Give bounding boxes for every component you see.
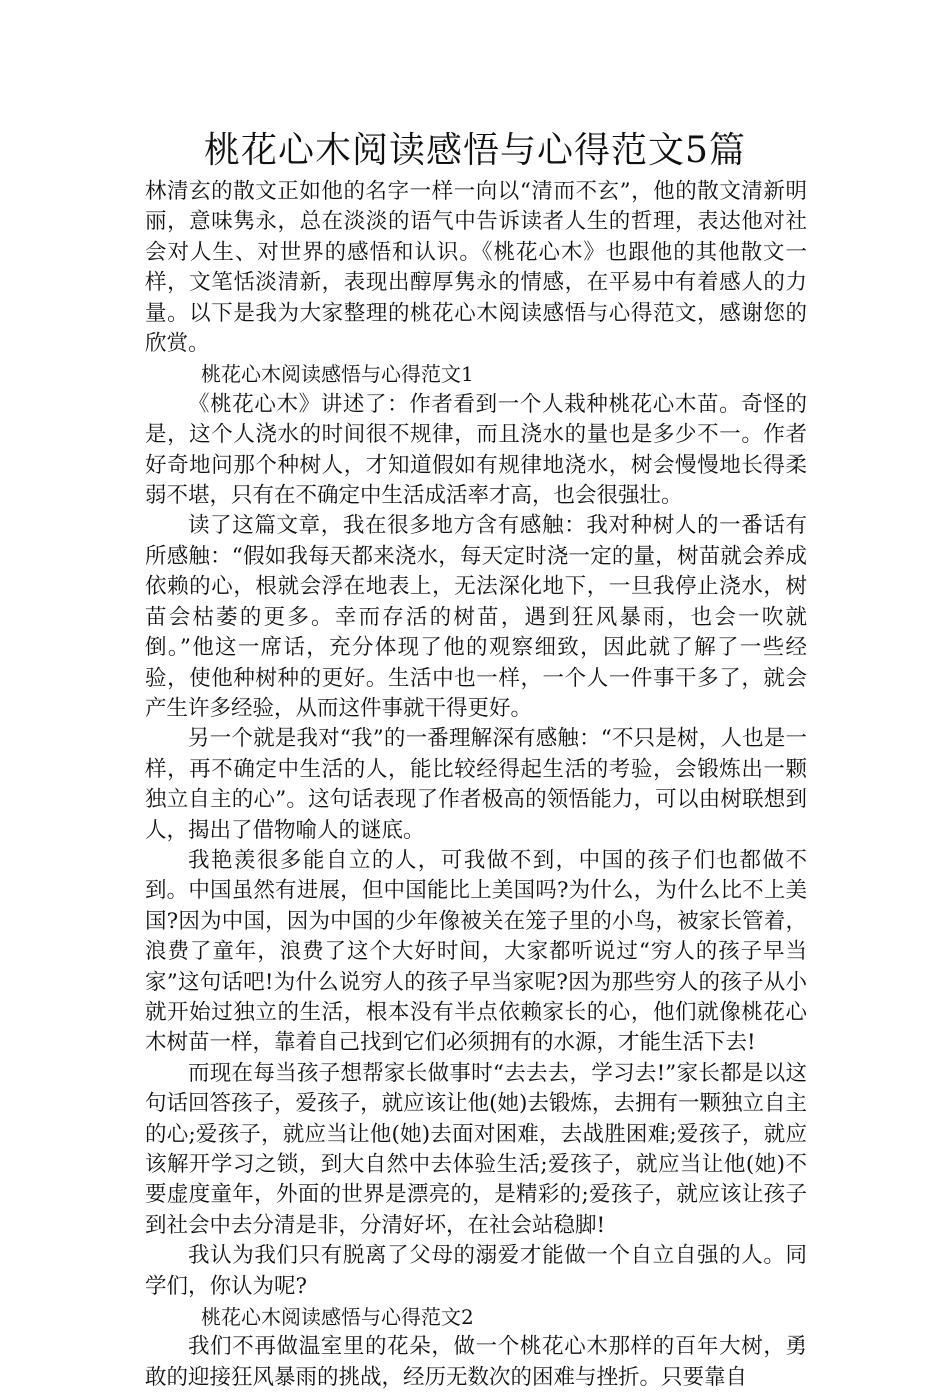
section-heading-2: 桃花心木阅读感悟与心得范文2	[201, 1305, 474, 1330]
section-heading-1: 桃花心木阅读感悟与心得范文1	[201, 362, 474, 387]
section1-paragraph: 另一个就是我对“我”的一番理解深有感触：“不只是树，人也是一样，再不确定中生活的人，能比较经得起生活的考验，会锻炼出一颗独立自主的心”。这句话表现了作者极高的领悟能力，可以由树联想到人，揭出了借物喻人的谜底。	[145, 726, 807, 843]
section1-paragraph: 我艳羡很多能自立的人，可我做不到，中国的孩子们也都做不到。中国虽然有进展，但中国能比上美国吗?为什么，为什么比不上美国?因为中国，因为中国的少年像被关在笼子里的小鸟，被家长管着，浪费了童年，浪费了这个大好时间，大家都听说过“穷人的孩子早当家”这句话吧!为什么说穷人的孩子早当家呢?因为那些穷人的孩子从小就开始过独立的生活，根本没有半点依赖家长的心，他们就像桃花心木树苗一样，靠着自己找到它们必须拥有的水源，才能生活下去!	[145, 847, 807, 1056]
section1-paragraph: 读了这篇文章，我在很多地方含有感触：我对种树人的一番话有所感触：“假如我每天都来浇水，每天定时浇一定的量，树苗就会养成依赖的心，根就会浮在地表上，无法深化地下，一旦我停止浇水，树苗会枯萎的更多。幸而存活的树苗，遇到狂风暴雨，也会一吹就倒。”他这一席话，充分体现了他的观察细致，因此就了解了一些经验，使他种树种的更好。生活中也一样，一个人一件事干多了，就会产生许多经验，从而这件事就干得更好。	[145, 513, 807, 721]
document-title: 桃花心木阅读感悟与心得范文5篇	[204, 130, 746, 171]
section2-paragraph: 我们不再做温室里的花朵，做一个桃花心木那样的百年大树，勇敢的迎接狂风暴雨的挑战，经历无数次的困难与挫折。只要靠自	[145, 1334, 807, 1390]
section1-paragraph: 《桃花心木》讲述了：作者看到一个人栽种桃花心木苗。奇怪的是，这个人浇水的时间很不规律，而且浇水的量也是多少不一。作者好奇地问那个种树人，才知道假如有规律地浇水，树会慢慢地长得柔弱不堪，只有在不确定中生活成活率才高，也会很强壮。	[145, 391, 807, 509]
intro-paragraph: 林清玄的散文正如他的名字一样一向以“清而不玄”，他的散文清新明丽，意味隽永，总在淡淡的语气中告诉读者人生的哲理，表达他对社会对人生、对世界的感悟和认识。《桃花心木》也跟他的其他散文一样，文笔恬淡清新，表现出醇厚隽永的情感，在平易中有着感人的力量。以下是我为大家整理的桃花心木阅读感悟与心得范文，感谢您的欣赏。	[145, 179, 807, 357]
document-body	[145, 177, 807, 1393]
section1-paragraph: 我认为我们只有脱离了父母的溺爱才能做一个自立自强的人。同学们，你认为呢?	[145, 1243, 807, 1299]
section1-paragraph: 而现在每当孩子想帮家长做事时“去去去，学习去!”家长都是以这句话回答孩子，爱孩子，就应该让他(她)去锻炼，去拥有一颗独立自主的心;爱孩子，就应当让他(她)去面对困难，去战胜困难;爱孩子，就应该解开学习之锁，到大自然中去体验生活;爱孩子，就应当让他(她)不要虚度童年，外面的世界是漂亮的，是精彩的;爱孩子，就应该让孩子到社会中去分清是非，分清好坏，在社会站稳脚!	[145, 1060, 807, 1238]
